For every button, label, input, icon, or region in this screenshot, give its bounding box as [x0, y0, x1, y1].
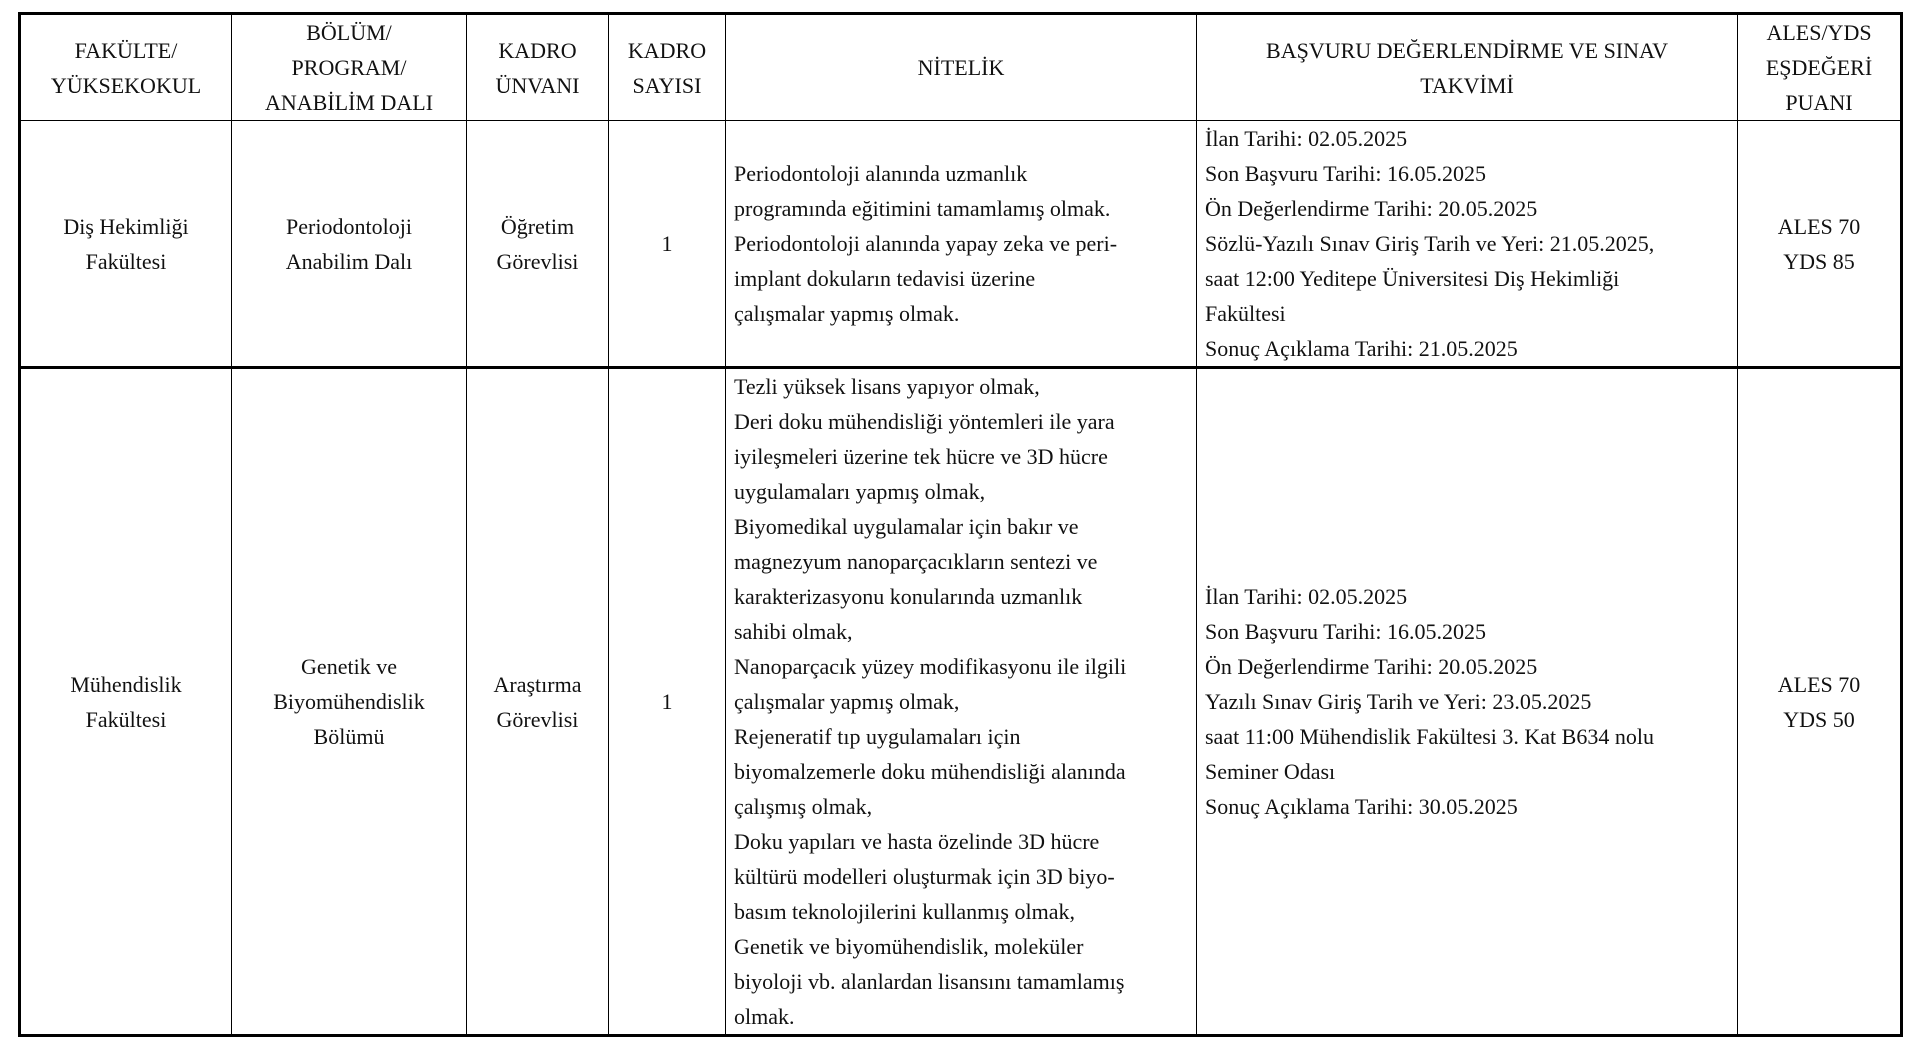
text-line: magnezyum nanoparçacıkların sentezi ve	[734, 549, 1098, 574]
text-line: Görevlisi	[496, 706, 579, 732]
schedule-cell	[1197, 368, 1738, 1036]
text-line: Nanoparçacık yüzey modifikasyonu ile ilgili	[734, 654, 1127, 679]
text-line: sahibi olmak,	[734, 619, 853, 644]
header-department	[232, 14, 467, 121]
text-line: YÜKSEKOKUL	[50, 72, 202, 98]
text-line: KADRO	[498, 37, 577, 63]
text-line: Biyomühendislik	[273, 689, 425, 714]
text-line: saat 12:00 Yeditepe Üniversitesi Diş Hekimliği	[1205, 266, 1620, 291]
text-line: basım teknolojilerini kullanmış olmak,	[734, 899, 1075, 924]
text-line: Yazılı Sınav Giriş Tarih ve Yeri: 23.05.2025	[1205, 689, 1592, 714]
text-line: Sonuç Açıklama Tarihi: 30.05.2025	[1205, 794, 1518, 819]
table-row	[20, 368, 1902, 1036]
text-line: Periodontoloji alanında yapay zeka ve peri-	[734, 231, 1118, 256]
score-cell	[1738, 121, 1902, 368]
text-line: Görevlisi	[496, 248, 579, 274]
text-line: Öğretim	[500, 213, 575, 239]
text-line: Deri doku mühendisliği yöntemleri ile yara	[734, 409, 1115, 434]
table-row	[20, 121, 1902, 368]
header-faculty	[20, 14, 232, 121]
text-line: ALES 70	[1777, 213, 1861, 239]
text-line: SAYISI	[632, 72, 702, 98]
schedule-cell	[1197, 121, 1738, 368]
text-line: implant dokuların tedavisi üzerine	[734, 266, 1036, 291]
text-line: YDS 85	[1783, 248, 1855, 274]
text-line: Biyomedikal uygulamalar için bakır ve	[734, 514, 1079, 539]
text-line: çalışmış olmak,	[734, 794, 873, 819]
text-line: Anabilim Dalı	[285, 248, 413, 274]
header-score	[1738, 14, 1902, 121]
text-line: uygulamaları yapmış olmak,	[734, 479, 986, 504]
text-line: Diş Hekimliği	[63, 213, 189, 239]
text-line: Fakültesi	[85, 706, 167, 732]
text-line: biyoloji vb. alanlardan lisansını tamamlamış	[734, 969, 1125, 994]
text-line: Fakültesi	[1205, 301, 1286, 326]
text-line: çalışmalar yapmış olmak,	[734, 689, 960, 714]
count-cell: 1	[609, 368, 726, 1036]
text-line: ANABİLİM DALI	[264, 90, 434, 115]
header-schedule	[1197, 14, 1738, 121]
header-row	[20, 14, 1902, 121]
text-line: NİTELİK	[917, 55, 1005, 80]
text-line: EŞDEĞERİ	[1765, 55, 1873, 80]
header-title	[467, 14, 609, 121]
qualification-cell	[726, 368, 1197, 1036]
title-cell	[467, 121, 609, 368]
job-postings-table	[18, 12, 1903, 1037]
department-cell	[232, 368, 467, 1036]
text-line: İlan Tarihi: 02.05.2025	[1205, 126, 1408, 151]
header-qualification	[726, 14, 1197, 121]
text-line: Ön Değerlendirme Tarihi: 20.05.2025	[1205, 654, 1538, 679]
text-line: Doku yapıları ve hasta özelinde 3D hücre	[734, 829, 1100, 854]
text-line: Periodontoloji alanında uzmanlık	[734, 161, 1028, 186]
text-line: ÜNVANI	[495, 72, 580, 98]
text-line: iyileşmeleri üzerine tek hücre ve 3D hücre	[734, 444, 1108, 469]
count-cell: 1	[609, 121, 726, 368]
text-line: PROGRAM/	[291, 55, 407, 80]
text-line: Sonuç Açıklama Tarihi: 21.05.2025	[1205, 336, 1518, 361]
text-line: biyomalzemerle doku mühendisliği alanında	[734, 759, 1126, 784]
text-line: TAKVİMİ	[1420, 72, 1514, 98]
text-line: PUANI	[1785, 90, 1853, 115]
text-line: Seminer Odası	[1205, 759, 1336, 784]
text-line: FAKÜLTE/	[74, 37, 178, 63]
text-line: Son Başvuru Tarihi: 16.05.2025	[1205, 161, 1486, 186]
text-line: Ön Değerlendirme Tarihi: 20.05.2025	[1205, 196, 1538, 221]
text-line: İlan Tarihi: 02.05.2025	[1205, 584, 1408, 609]
faculty-cell	[20, 121, 232, 368]
text-line: Sözlü-Yazılı Sınav Giriş Tarih ve Yeri: 21.05.2025,	[1205, 231, 1655, 256]
text-line: çalışmalar yapmış olmak.	[734, 301, 960, 326]
faculty-cell	[20, 368, 232, 1036]
text-line: kültürü modelleri oluşturmak için 3D biyo-	[734, 864, 1115, 889]
qualification-cell	[726, 121, 1197, 368]
text-line: ALES/YDS	[1766, 20, 1872, 45]
text-line: Son Başvuru Tarihi: 16.05.2025	[1205, 619, 1486, 644]
text-line: Tezli yüksek lisans yapıyor olmak,	[734, 374, 1040, 399]
text-line: Genetik ve	[301, 654, 397, 679]
text-line: KADRO	[627, 37, 707, 63]
text-line: Genetik ve biyomühendislik, moleküler	[734, 934, 1084, 959]
score-cell	[1738, 368, 1902, 1036]
text-line: Bölümü	[313, 724, 385, 749]
text-line: YDS 50	[1783, 706, 1855, 732]
text-line: programında eğitimini tamamlamış olmak.	[734, 196, 1111, 221]
header-count	[609, 14, 726, 121]
text-line: BÖLÜM/	[306, 20, 392, 45]
text-line: Rejeneratif tıp uygulamaları için	[734, 724, 1021, 749]
text-line: Fakültesi	[85, 248, 167, 274]
text-line: Mühendislik	[70, 671, 182, 697]
text-line: olmak.	[734, 1004, 795, 1029]
text-line: saat 11:00 Mühendislik Fakültesi 3. Kat B634 nolu	[1205, 724, 1654, 749]
text-line: karakterizasyonu konularında uzmanlık	[734, 584, 1083, 609]
text-line: Periodontoloji	[286, 213, 412, 239]
text-line: Araştırma	[493, 671, 582, 697]
text-line: BAŞVURU DEĞERLENDİRME VE SINAV	[1266, 37, 1668, 63]
title-cell	[467, 368, 609, 1036]
text-line: ALES 70	[1777, 671, 1861, 697]
department-cell	[232, 121, 467, 368]
